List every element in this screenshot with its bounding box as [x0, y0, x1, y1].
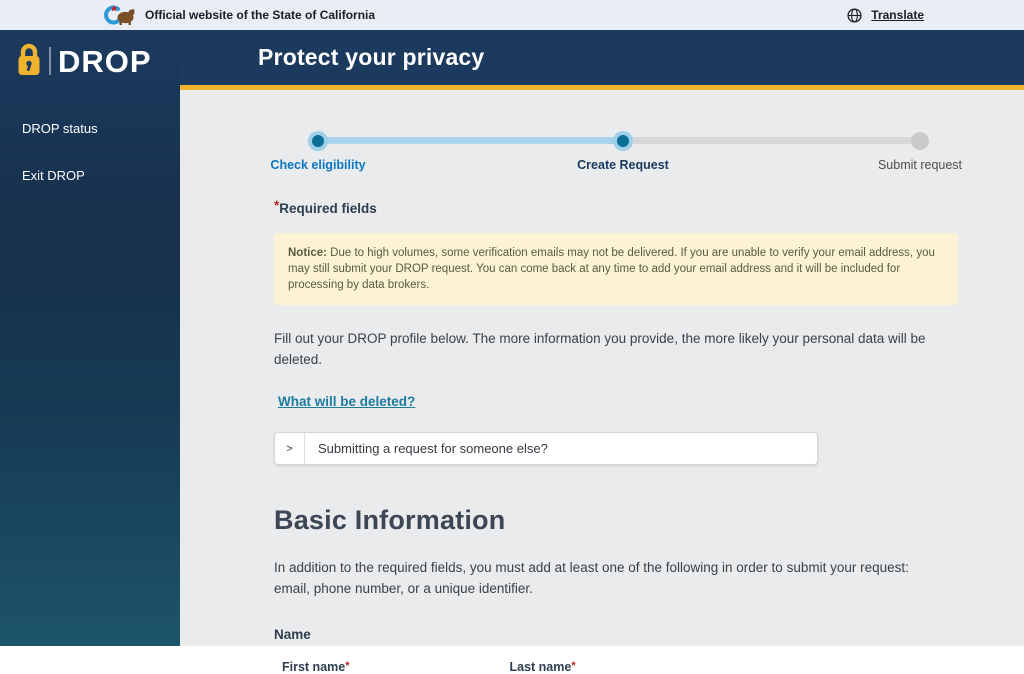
what-will-be-deleted-link[interactable]: What will be deleted? [278, 394, 416, 409]
name-group-label: Name [274, 627, 311, 642]
first-name-label-text: First name [282, 660, 346, 674]
basic-information-description: In addition to the required fields, you must add at least one of the following in order to submit your request: email, phone number, or a unique identifier. [274, 560, 909, 596]
step-dot-check-eligibility [312, 135, 324, 147]
lock-icon [16, 43, 42, 79]
intro-paragraph: Fill out your DROP profile below. The more information you provide, the more likely your personal data will be deleted. [274, 331, 926, 367]
progress-stepper [270, 90, 963, 175]
sidebar-item-exit-drop[interactable]: Exit DROP [22, 168, 85, 183]
first-name-label [282, 660, 506, 674]
step-label-check-eligibility: Check eligibility [270, 158, 366, 172]
step-dot-submit-request [911, 132, 929, 150]
notice-text: Due to high volumes, some verification emails may not be delivered. If you are unable to verify your email address, you may still submit your DROP request. You can come back at any time to add your email address and it will be included for processing by data brokers. [288, 247, 935, 291]
basic-information-heading: Basic Information [274, 505, 506, 535]
step-label-submit-request: Submit request [877, 158, 963, 172]
translate-link[interactable] [847, 8, 924, 23]
logo-divider [49, 47, 51, 75]
government-banner [0, 0, 1024, 30]
official-website-text: Official website of the State of California [145, 8, 376, 22]
required-fields-note [274, 198, 958, 216]
drop-logo[interactable] [16, 43, 180, 79]
drop-wordmark: DROP [58, 43, 152, 79]
notice-banner [274, 233, 958, 305]
sidebar [0, 30, 180, 646]
name-field-labels [274, 660, 958, 674]
page-title: Protect your privacy [258, 44, 485, 70]
someone-else-accordion[interactable] [274, 432, 818, 465]
step-label-create-request: Create Request [577, 158, 669, 172]
page-header [180, 30, 1024, 85]
stepper-track-upcoming [623, 137, 920, 144]
last-name-label [509, 660, 575, 674]
sidebar-nav [0, 121, 180, 183]
required-asterisk: * [274, 198, 280, 213]
last-name-required-asterisk: * [571, 660, 576, 672]
accordion-label: Submitting a request for someone else? [318, 441, 548, 456]
required-fields-text: Required fields [279, 201, 377, 216]
last-name-label-text: Last name [509, 660, 572, 674]
globe-icon [847, 8, 862, 23]
sidebar-item-drop-status[interactable]: DROP status [22, 121, 98, 136]
step-dot-create-request [617, 135, 629, 147]
first-name-required-asterisk: * [345, 660, 350, 672]
page-content [180, 90, 963, 674]
chevron-right-icon: > [275, 433, 305, 464]
notice-label: Notice: [288, 247, 327, 259]
main-area [180, 30, 1024, 674]
ca-state-logo-icon[interactable] [103, 4, 136, 26]
stepper-track-complete [318, 137, 623, 144]
translate-label: Translate [871, 8, 924, 22]
